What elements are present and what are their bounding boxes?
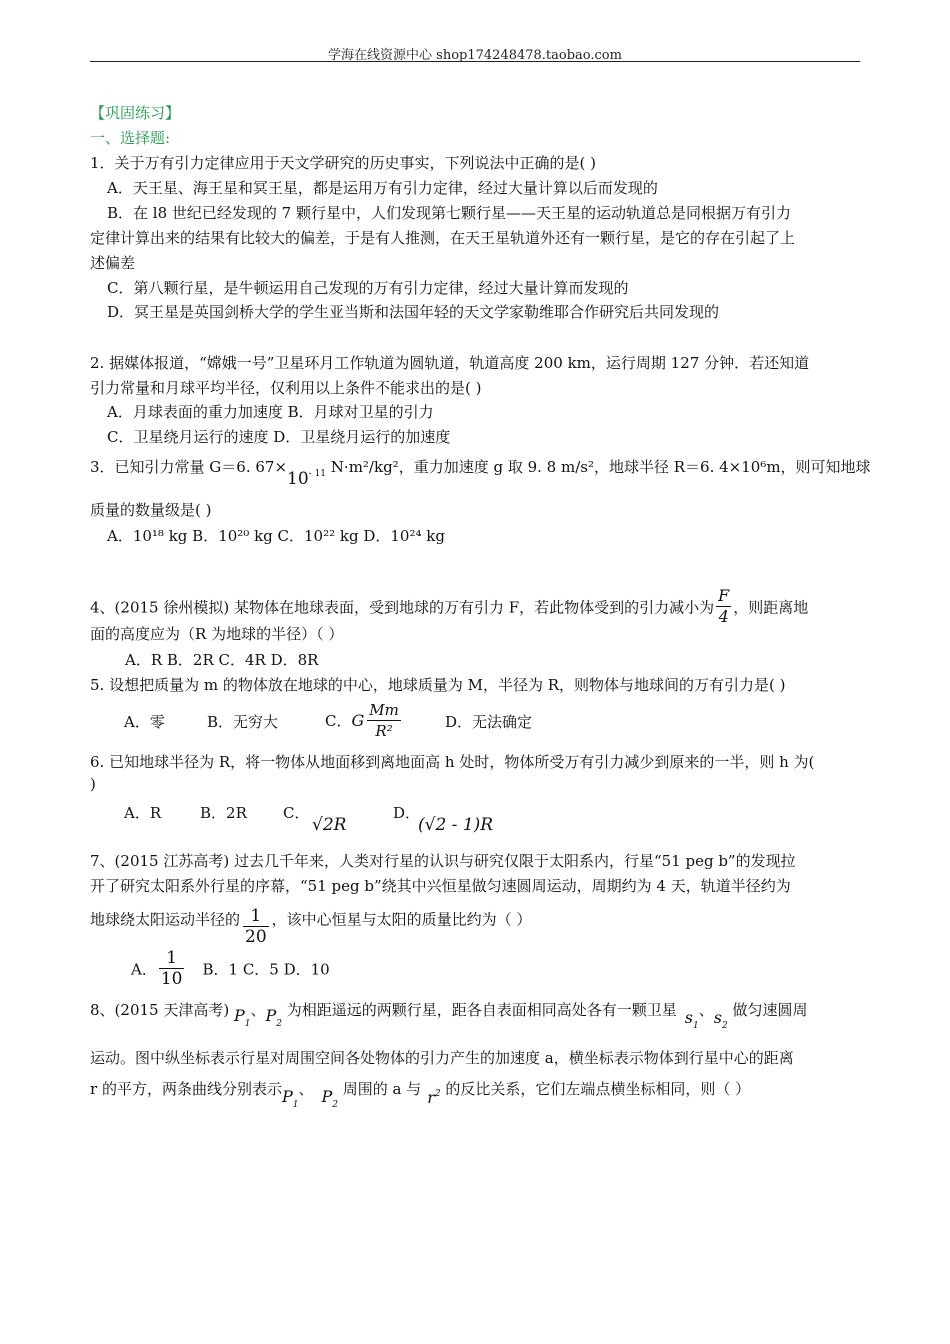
q5-option-d: D．无法确定 [445, 713, 533, 731]
q5-option-a: A．零 [124, 713, 165, 731]
q3-stem-mid: N·m²/kg²，重力加速度 g 取 9. 8 m/s²，地球半径 R＝6. 4×10⁶m，则可知地球 [326, 458, 871, 476]
q8-stem-line3: r 的平方，两条曲线分别表示$P_1$、 $P_2$ 周围的 a 与 $r^2$ 的反比关系，它们左端点横坐标相同，则（ ） [90, 1080, 751, 1110]
q6-stem-line2: ) [90, 775, 96, 793]
header-rule [90, 61, 860, 62]
q5-option-b: B．无穷大 [207, 713, 279, 731]
q4-stem-line2: 面的高度应为（R 为地球的半径）（ ） [90, 625, 344, 643]
q6-stem-line1: 6. 已知地球半径为 R，将一物体从地面移到离地面高 h 处时，物体所受万有引力减少到原来的一半，则 h 为( [90, 753, 815, 771]
q5-stem: 5. 设想把质量为 m 的物体放在地球的中心，地球质量为 M，半径为 R，则物体与地球间的万有引力是( ) [90, 676, 786, 694]
q4-stem-post: ，则距离地 [733, 598, 809, 617]
q1-option-b-line2: 定律计算出来的结果有比较大的偏差，于是有人推测，在天王星轨道外还有一颗行星，是它的存在引起了上 [90, 229, 796, 247]
q6-option-d-label: D． [393, 804, 421, 822]
q7-options: A． $\frac{1}{10}$ B．1 C．5 D．10 [131, 948, 330, 989]
q3-stem-line2: 质量的数量级是( ) [90, 501, 212, 519]
q3-stem-pre: 3．已知引力常量 G＝6. 67× [90, 458, 288, 476]
q2-options-ab: A．月球表面的重力加速度 B．月球对卫星的引力 [107, 403, 434, 421]
q6-option-a: A．R [124, 804, 162, 822]
q6-option-d-expr: (√2 - 1)R [418, 815, 494, 835]
q1-stem: 1．关于万有引力定律应用于天文学研究的历史事实，下列说法中正确的是( ) [90, 154, 597, 172]
q2-stem-line2: 引力常量和月球平均半径，仅利用以上条件不能求出的是( ) [90, 379, 482, 397]
q1-option-b-line1: B．在 l8 世纪已经发现的 7 颗行星中，人们发现第七颗行星——天王星的运动轨道总是同根据万有引力 [107, 204, 791, 222]
q7-option-a-fraction: $\frac{1}{10}$ [160, 948, 183, 989]
section-title: 【巩固练习】 [90, 104, 181, 122]
q7-stem3-post: ，该中心恒星与太阳的质量比约为（ ） [271, 910, 532, 929]
q3-power: $10^{- 11}$ [287, 469, 327, 489]
q3-stem-line1 [90, 452, 871, 489]
q6-option-c-label: C． [283, 804, 310, 822]
q6-option-c-expr: √2R [312, 815, 347, 835]
q7-fraction: $\frac{1}{20}$ [245, 906, 267, 947]
q8-stem-line1: 8、(2015 天津高考) $P_1$、$P_2$ 为相距遥远的两颗行星，距各自表面相同高处各有一颗卫星 $s_1$、$s_2$ 做匀速圆周 [90, 1001, 808, 1031]
q7-stem-line3 [90, 900, 532, 947]
q6-option-b: B．2R [200, 804, 247, 822]
q5-option-c: C．G $\frac{Mm}{\text{R²}}$ [325, 701, 399, 740]
q8-stem-line2: 运动。图中纵坐标表示行星对周围空间各处物体的引力产生的加速度 a，横坐标表示物体到行星中心的距离 [90, 1049, 794, 1067]
q7-stem3-pre: 地球绕太阳运动半径的 [90, 910, 241, 929]
q4-stem-pre: 4、(2015 徐州模拟) 某物体在地球表面，受到地球的万有引力 F，若此物体受到的引力减小为 [90, 598, 715, 617]
q3-options: A．10¹⁸ kg B．10²⁰ kg C．10²² kg D．10²⁴ kg [107, 527, 445, 545]
page-header: 学海在线资源中心 shop174248478.taobao.com [328, 48, 622, 63]
q1-option-b-line3: 述偏差 [90, 254, 136, 272]
section-subtitle: 一、选择题: [90, 129, 171, 147]
q1-option-d: D．冥王星是英国剑桥大学的学生亚当斯和法国年轻的天文学家勒维耶合作研究后共同发现的 [107, 303, 720, 321]
q1-option-a: A．天王星、海王星和冥王星，都是运用万有引力定律，经过大量计算以后而发现的 [107, 179, 658, 197]
q2-options-cd: C．卫星绕月运行的速度 D．卫星绕月运行的加速度 [107, 428, 451, 446]
q4-fraction: $\frac{F}{4}$ [718, 586, 730, 626]
q4-options: A．R B．2R C．4R D．8R [125, 651, 319, 669]
q2-stem-line1: 2. 据媒体报道，“嫦娥一号”卫星环月工作轨道为圆轨道，轨道高度 200 km，运行周期 127 分钟．若还知道 [90, 354, 810, 372]
q7-stem-line2: 开了研究太阳系外行星的序幕，“51 peg b”绕其中兴恒星做匀速圆周运动，周期约为 4 天，轨道半径约为 [90, 877, 791, 895]
q7-stem-line1: 7、(2015 江苏高考) 过去几千年来，人类对行星的认识与研究仅限于太阳系内，行星“51 peg b”的发现拉 [90, 852, 796, 870]
q1-option-c: C．第八颗行星，是牛顿运用自己发现的万有引力定律，经过大量计算而发现的 [107, 279, 629, 297]
q4-stem-line1 [90, 588, 808, 629]
q5-fraction: $\frac{Mm}{\text{R²}}$ [369, 701, 399, 740]
